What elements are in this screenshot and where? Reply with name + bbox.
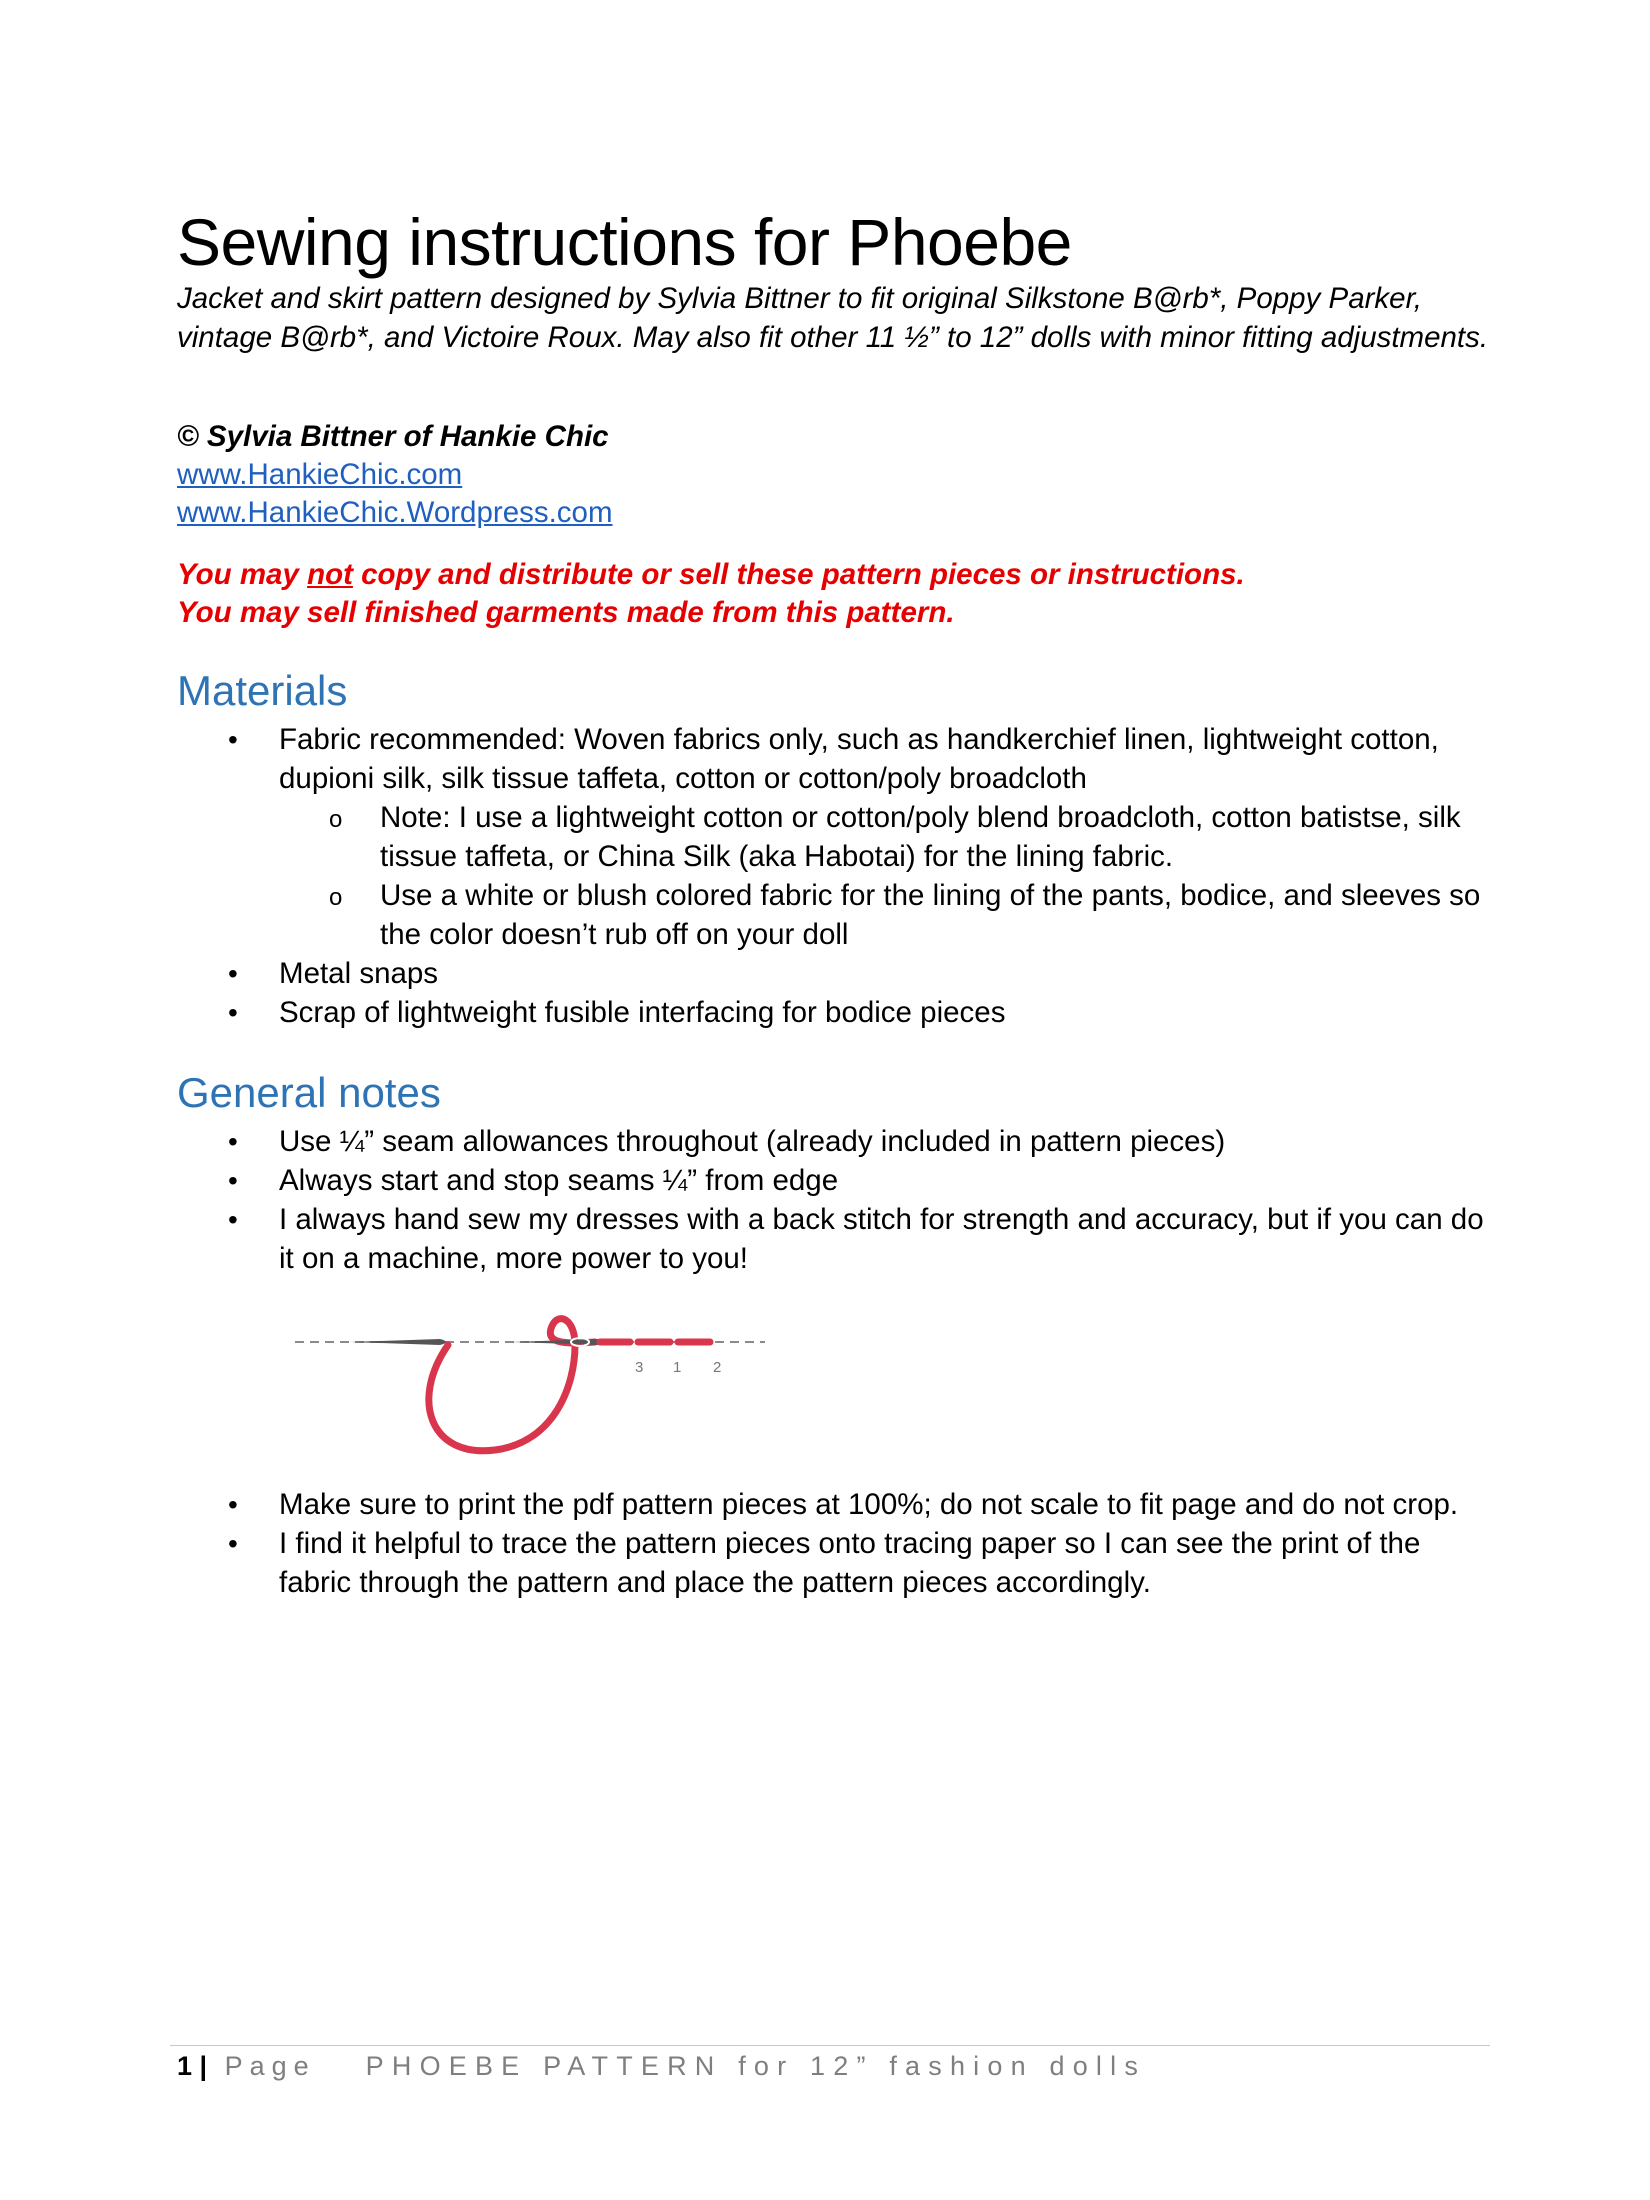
- thread-loop: [429, 1319, 595, 1451]
- copy-warning-post: copy and distribute or sell these pattern pieces or instructions.: [352, 558, 1245, 591]
- stitch-label-3: 3: [635, 1359, 644, 1376]
- hankiechic-website-link[interactable]: www.HankieChic.com: [177, 458, 463, 491]
- copy-warning-emphasis: not: [307, 558, 353, 591]
- list-item: • I find it helpful to trace the pattern pieces onto tracing paper so I can see the print of the fabric through the pattern and place the pattern pieces accordingly.: [0, 1524, 1499, 1602]
- footer-divider: [170, 2045, 1490, 2046]
- stitch-label-1: 1: [673, 1359, 682, 1376]
- page-title: Sewing instructions for Phoebe: [177, 205, 1072, 279]
- materials-heading: Materials: [177, 667, 348, 714]
- copyright-credit: © Sylvia Bittner of Hankie Chic: [177, 420, 609, 453]
- copy-warning: [177, 555, 1245, 594]
- list-item: • Use ¼” seam allowances throughout (already included in pattern pieces): [0, 1122, 1499, 1161]
- general-notes-heading: General notes: [177, 1069, 441, 1116]
- list-item: • Fabric recommended: Woven fabrics only, such as handkerchief linen, lightweight cotton, dupioni silk, silk tissue taffeta, cotton or cotton/poly broadcloth: [0, 720, 1499, 798]
- list-item: • Always start and stop seams ¼” from edge: [0, 1161, 1499, 1200]
- list-item: • I always hand sew my dresses with a back stitch for strength and accuracy, but if you can do it on a machine, more power to you!: [0, 1200, 1499, 1278]
- footer-separator: |: [192, 2051, 215, 2081]
- back-stitch-illustration: [290, 1290, 770, 1460]
- footer-document-title: PHOEBE PATTERN for 12” fashion dolls: [365, 2051, 1147, 2081]
- list-item: o Note: I use a lightweight cotton or cotton/poly blend broadcloth, cotton batistse, silk tissue taffeta, or China Silk (aka Habotai) for the lining fabric.: [0, 798, 1500, 876]
- materials-list: [0, 720, 1650, 1032]
- list-item: o Use a white or blush colored fabric for the lining of the pants, bodice, and sleeves so the color doesn’t rub off on your doll: [0, 876, 1500, 954]
- sell-permission: You may sell finished garments made from this pattern.: [177, 596, 955, 629]
- copy-warning-pre: You may: [177, 558, 308, 591]
- page-number: 1: [177, 2051, 193, 2081]
- general-notes-list: [0, 1122, 1650, 1278]
- list-item: • Metal snaps: [0, 954, 1499, 993]
- pattern-description: Jacket and skirt pattern designed by Sylvia Bittner to fit original Silkstone B@rb*, Poppy Parker, vintage B@rb*, and Victoire Roux. May also fit other 11 ½” to 12” dolls with minor fitting adjustments.: [177, 282, 1489, 354]
- general-notes-list-continued: [0, 1485, 1650, 1602]
- stitch-label-2: 2: [713, 1359, 722, 1376]
- list-item: • Make sure to print the pdf pattern pieces at 100%; do not scale to fit page and do not crop.: [0, 1485, 1499, 1524]
- list-item: • Scrap of lightweight fusible interfacing for bodice pieces: [0, 993, 1499, 1032]
- left-needle-icon: [350, 1339, 446, 1345]
- page-footer: [177, 2048, 1146, 2084]
- page-label: Page: [224, 2051, 316, 2081]
- hankiechic-wordpress-link[interactable]: www.HankieChic.Wordpress.com: [177, 496, 613, 529]
